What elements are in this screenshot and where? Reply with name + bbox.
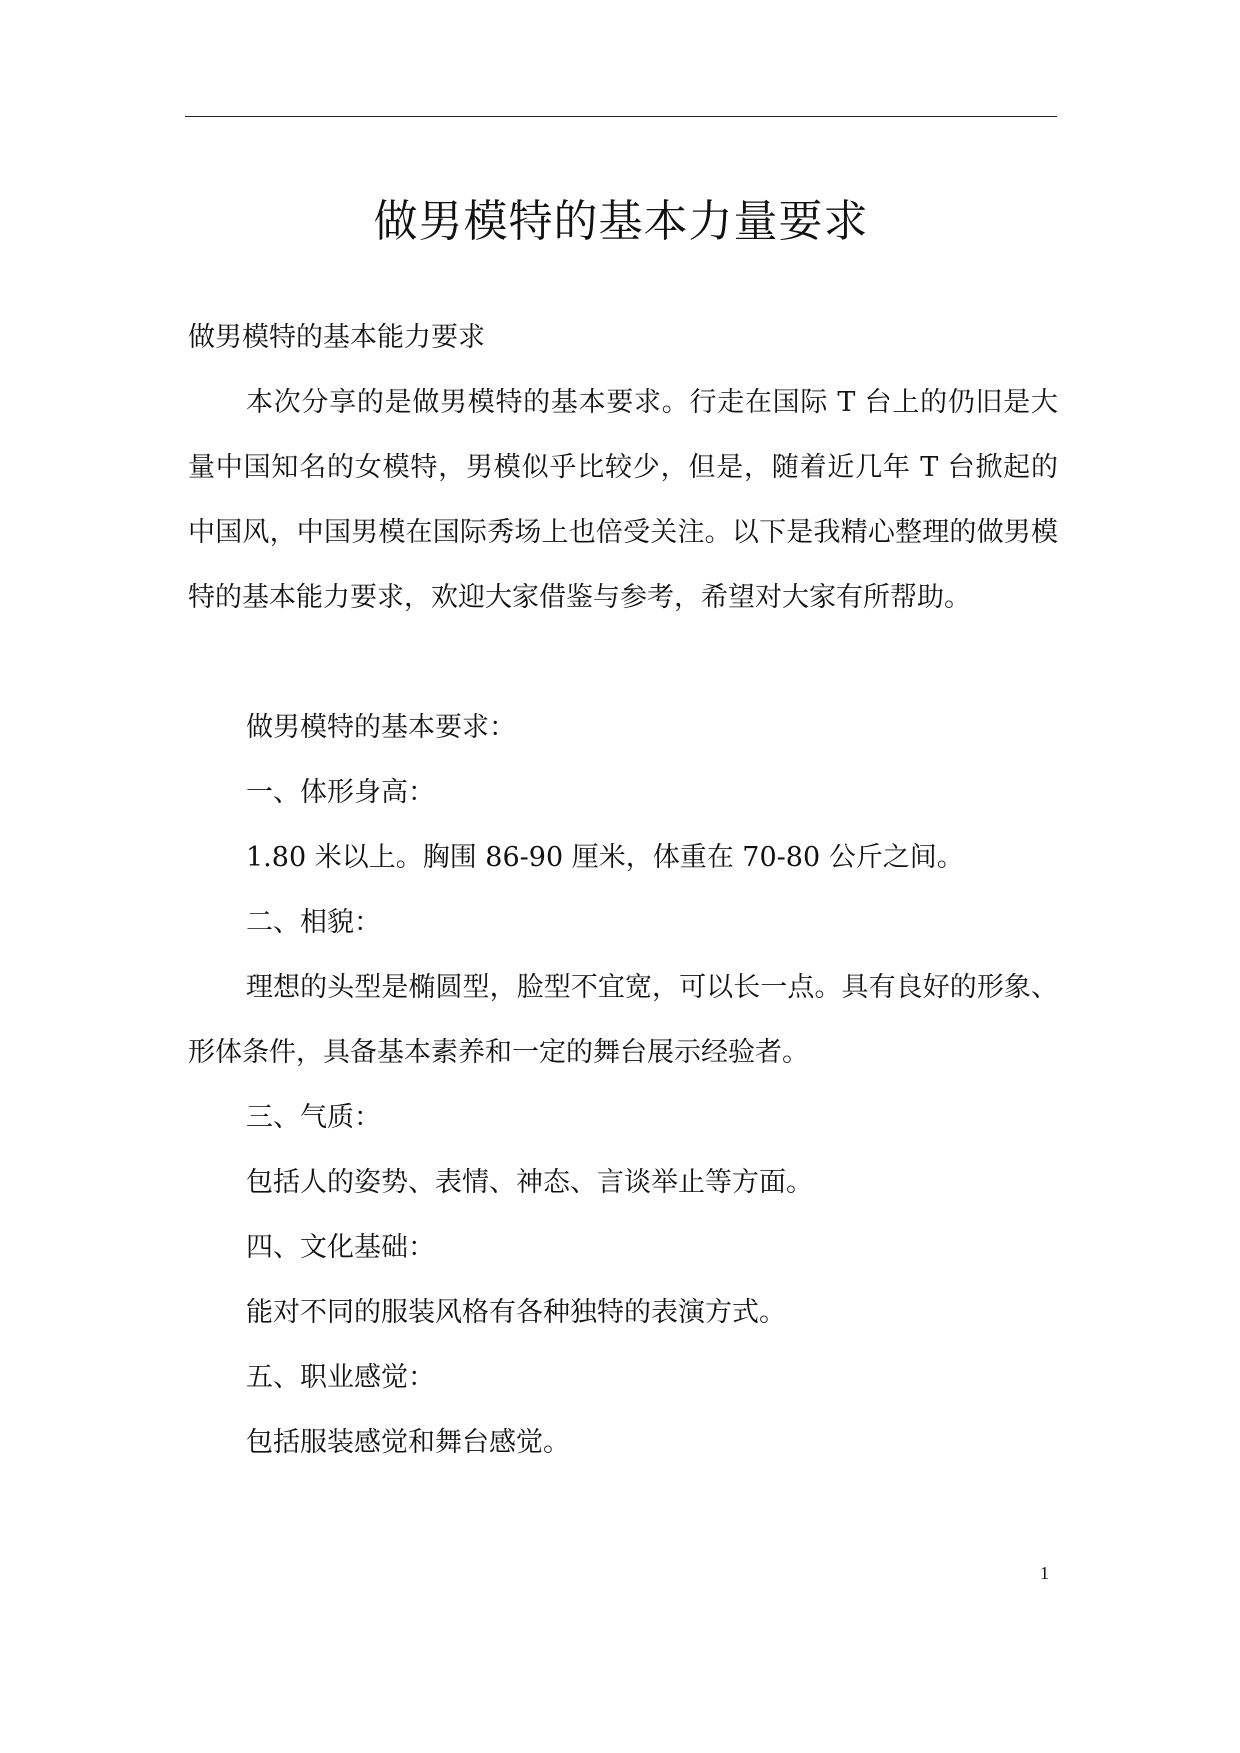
header-rule xyxy=(185,116,1057,117)
item-heading-body-shape: 一、体形身高： xyxy=(246,777,435,808)
item-text-cultural-foundation: 能对不同的服装风格有各种独特的表演方式。 xyxy=(246,1297,786,1328)
item-text-appearance: 理想的头型是椭圆型，脸型不宜宽，可以长一点。具有良好的形象、形体条件，具备基本素养和一定的舞台展示经验者。 xyxy=(188,972,1058,1068)
document-subtitle: 做男模特的基本能力要求 xyxy=(188,322,485,353)
paragraph-spacer xyxy=(188,630,1058,695)
item-heading-cultural-foundation: 四、文化基础： xyxy=(246,1232,435,1263)
item-text-body-shape: 1.80 米以上。胸围 86-90 厘米，体重在 70-80 公斤之间。 xyxy=(246,842,964,873)
document-title: 做男模特的基本力量要求 xyxy=(373,196,869,247)
item-heading-temperament: 三、气质： xyxy=(246,1102,381,1133)
intro-paragraph: 本次分享的是做男模特的基本要求。行走在国际 T 台上的仍旧是大量中国知名的女模特，男模似乎比较少，但是，随着近几年 T 台掀起的中国风，中国男模在国际秀场上也倍受关注。以下是我精心整理的做男模特的基本能力要求，欢迎大家借鉴与参考，希望对大家有所帮助。 xyxy=(188,387,1058,613)
item-heading-appearance: 二、相貌： xyxy=(246,907,381,938)
section-heading: 做男模特的基本要求： xyxy=(246,712,516,743)
page-number: 1 xyxy=(1040,1563,1049,1583)
item-text-professional-sense: 包括服装感觉和舞台感觉。 xyxy=(246,1427,570,1458)
item-text-temperament: 包括人的姿势、表情、神态、言谈举止等方面。 xyxy=(246,1167,813,1198)
item-heading-professional-sense: 五、职业感觉： xyxy=(246,1362,435,1393)
document-body xyxy=(188,305,1058,1475)
